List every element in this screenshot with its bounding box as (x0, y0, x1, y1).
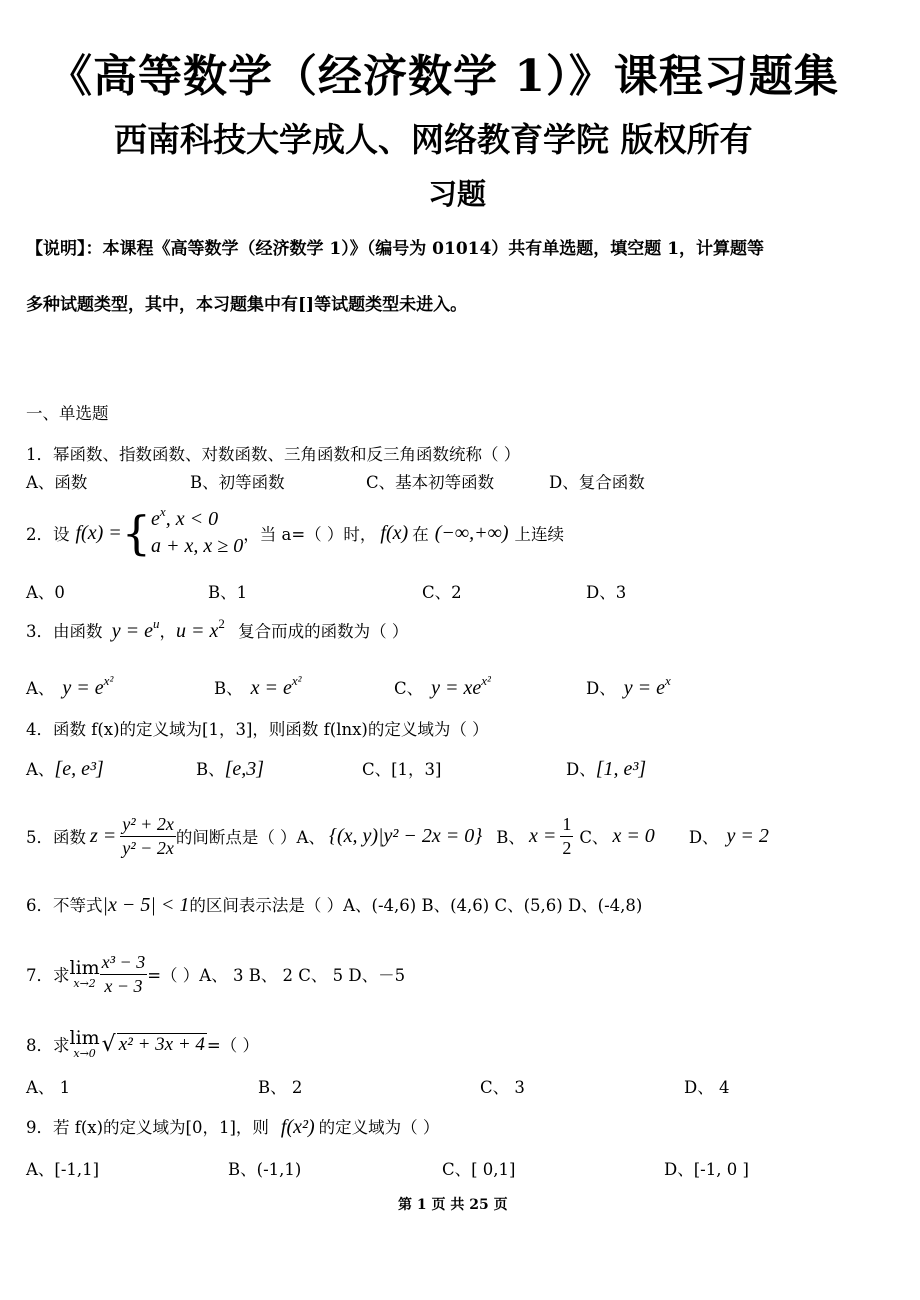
q8-radicand: x² + 3x + 4 (118, 1033, 205, 1055)
q3-option-c: C、 $y = xe^{x^2}$ (394, 672, 491, 699)
q8-limit: lim x→0 (69, 1027, 100, 1060)
q2-brace: { (121, 506, 152, 560)
q1-option-a: A、函数 (26, 473, 88, 492)
q2-cases: $e^x$, x < 0 a + x, x ≥ 0 (151, 503, 244, 557)
question-6: 6．不等式|x − 5| < 1的区间表示法是（ ）A、(-4,6) B、(4,6) C、(5,6) D、(-4,8) (26, 894, 643, 916)
q7-limit: lim x→2 (69, 957, 100, 990)
q9-option-c: C、[ 0,1] (442, 1160, 516, 1179)
q2-interval: (−∞,+∞) (434, 521, 509, 544)
q3-option-a: A、 $y = e^{x^2}$ (26, 672, 114, 699)
q9-option-a: A、[-1,1] (26, 1160, 100, 1179)
q1-option-d: D、复合函数 (549, 473, 645, 492)
q4-option-b: B、[e,3] (196, 758, 265, 780)
q4-option-c: C、[1，3] (362, 760, 442, 779)
q3-option-d: D、 $y = e^x$ (586, 672, 671, 699)
q9-option-b: B、(-1,1) (228, 1160, 302, 1179)
question-5: 5． 函数 z = $\frac{\text{y² + 2x}}{\text{y² − 2x}}$ 的间断点是（ ）A、 {(x, y)|y² − 2x = 0} B、 x = $\frac{1}{2}$ C、 x = 0 D、 y = 2 (26, 814, 769, 858)
question-4: 4．函数 f(x)的定义域为[1，3]，则函数 f(lnx)的定义域为（ ） (26, 720, 489, 739)
question-7: 7． 求 lim x→2 $\frac{\text{x³ − 3}}{x - 3}$ =（ ）A、 3 B、 2 C、 5 D、－5 (26, 952, 406, 996)
intro-line-1: 【说明】：本课程《高等数学（经济数学 1）》（编号为 01014）共有单选题，填空题 1，计算题等 (26, 239, 765, 259)
document-title: 《高等数学（经济数学 1）》课程习题集 (48, 51, 839, 102)
q5-option-b-fraction: $\frac{1}{2}$ (562, 814, 572, 858)
q8-option-c: C、 3 (480, 1078, 525, 1097)
question-1: 1．幂函数、指数函数、对数函数、三角函数和反三角函数统称（ ） (26, 445, 521, 464)
q2-option-d: D、3 (586, 583, 627, 602)
question-3: 3．由函数 $y = e^u$，$u = x^2$ 复合而成的函数为（ ） (26, 615, 409, 642)
question-8: 8． 求 lim x→0 √ x² + 3x + 4 =（ ） (26, 1027, 259, 1060)
q5-fraction: $\frac{\text{y² + 2x}}{\text{y² − 2x}}$ (122, 814, 174, 858)
q3-option-b: B、 $x = e^{x^2}$ (214, 672, 302, 699)
question-9: 9．若 f(x)的定义域为[0，1]，则 f(x²) 的定义域为（ ） (26, 1116, 440, 1138)
q2-option-a: A、0 (26, 583, 65, 602)
q5-option-a: {(x, y)|y² − 2x = 0} (328, 824, 483, 847)
q2-option-c: C、2 (422, 583, 462, 602)
q1-option-b: B、初等函数 (190, 473, 285, 492)
q1-option-c: C、基本初等函数 (366, 473, 495, 492)
q8-option-b: B、 2 (258, 1078, 303, 1097)
intro-label: 【说明】 (26, 239, 86, 259)
q4-option-d: D、[1, e³] (566, 758, 647, 780)
q2-option-b: B、1 (208, 583, 248, 602)
q9-option-d: D、[-1, 0 ] (664, 1160, 749, 1179)
document-subtitle: 西南科技大学成人、网络教育学院 版权所有 (114, 120, 753, 159)
q7-fraction: $\frac{\text{x³ − 3}}{x - 3}$ (101, 952, 146, 996)
q2-function: f(x) = (75, 521, 122, 544)
question-2: 2． 设 f(x) = { $e^x$, x < 0 a + x, x ≥ 0 ，当 a=（ ）时， f(x) 在 (−∞,+∞) 上连续 (26, 503, 565, 560)
q8-option-a: A、 1 (26, 1078, 71, 1097)
section-title: 一、单选题 (26, 404, 109, 423)
section-heading: 习题 (428, 177, 487, 211)
page-footer: 第 1 页 共 25 页 (398, 1197, 508, 1213)
intro-line-2: 多种试题类型，其中，本习题集中有[]等试题类型未进入。 (26, 295, 468, 315)
q8-option-d: D、 4 (684, 1078, 730, 1097)
q4-option-a: A、[e, e³] (26, 758, 104, 780)
